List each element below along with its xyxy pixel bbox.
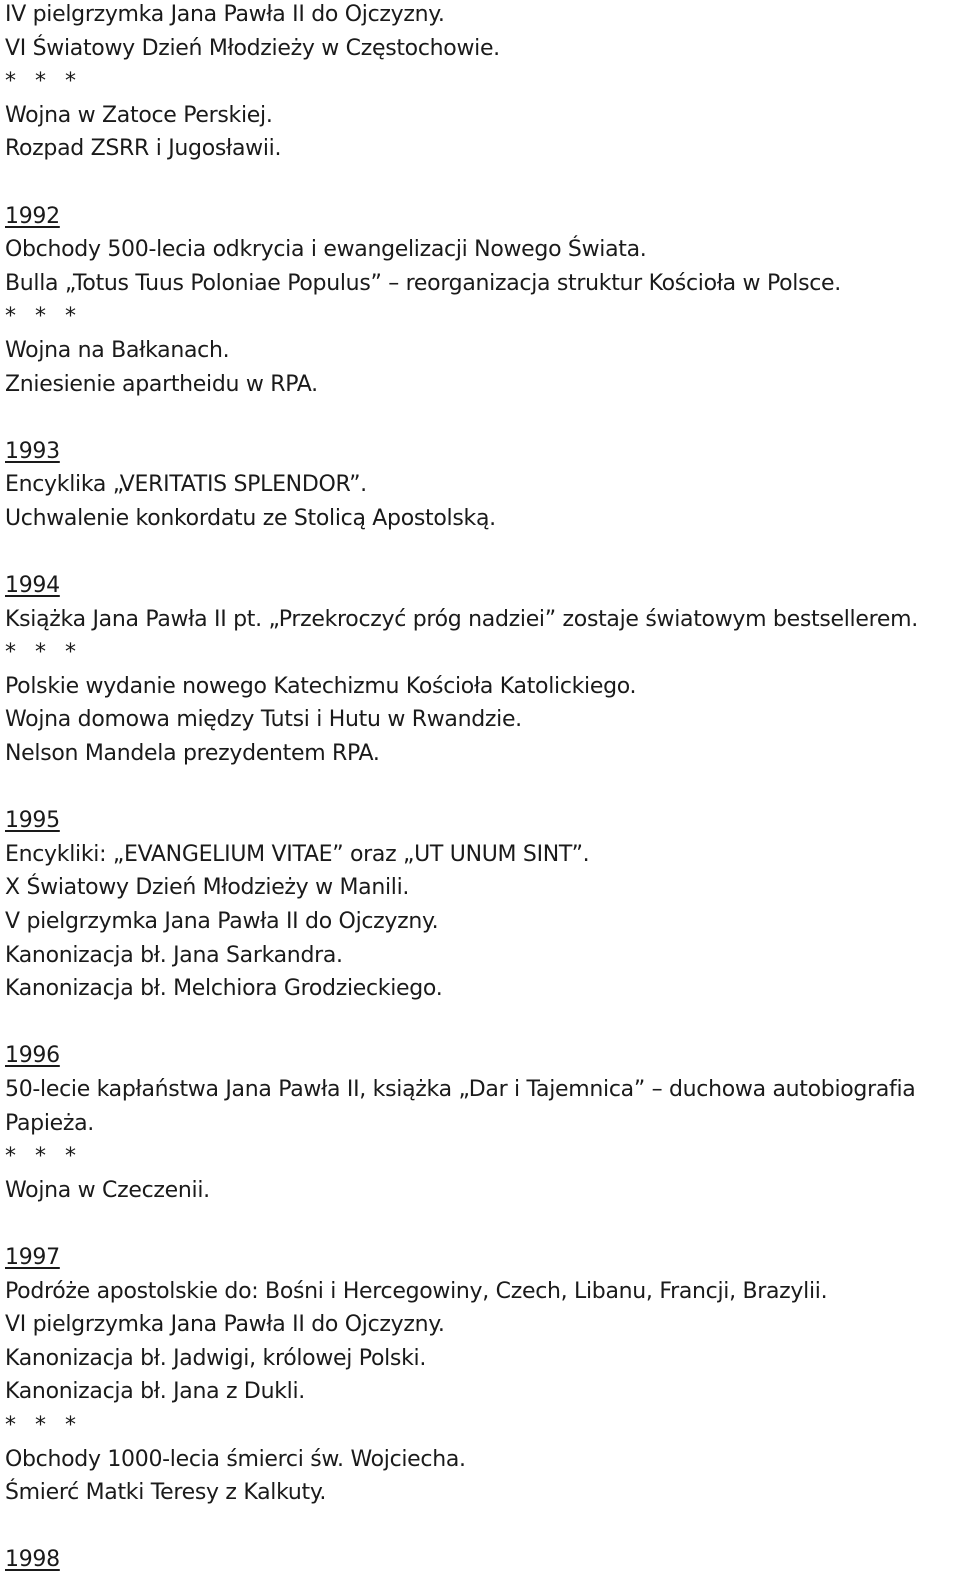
text-line: Wojna domowa między Tutsi i Hutu w Rwandzie. (5, 707, 522, 733)
blank-line (5, 1006, 955, 1040)
text-line: V pielgrzymka Jana Pawła II do Ojczyzny. (5, 909, 439, 935)
text-line: Rozpad ZSRR i Jugosławii. (5, 136, 282, 162)
text-line: Uchwalenie konkordatu ze Stolicą Apostolską. (5, 505, 496, 531)
text-line: Podróże apostolskie do: Bośni i Hercegowiny, Czech, Libanu, Francji, Brazylii. (5, 1278, 828, 1304)
text-line: Polskie wydanie nowego Katechizmu Kościoła Katolickiego. (5, 673, 637, 699)
text-line: Encykliki: „EVANGELIUM VITAE” oraz „UT UNUM SINT”. (5, 841, 590, 867)
year-heading: 1993 (5, 438, 60, 464)
year-heading: 1997 (5, 1244, 60, 1270)
text-line: Papieża. (5, 1110, 94, 1136)
text-line: Zniesienie apartheidu w RPA. (5, 371, 318, 397)
text-line: Kanonizacja bł. Jana z Dukli. (5, 1379, 305, 1405)
section-separator: * * * (5, 1412, 82, 1438)
document-body (5, 0, 955, 1577)
year-heading: 1992 (5, 203, 60, 229)
year-heading: 1998 (5, 1547, 60, 1573)
blank-line (5, 771, 955, 805)
text-line: Kanonizacja bł. Jadwigi, królowej Polski. (5, 1345, 427, 1371)
text-line: Obchody 500-lecia odkrycia i ewangelizacji Nowego Świata. (5, 237, 647, 263)
text-line: VI Światowy Dzień Młodzieży w Częstochowie. (5, 35, 500, 61)
text-line: Encyklika „VERITATIS SPLENDOR”. (5, 472, 367, 498)
year-heading: 1994 (5, 573, 60, 599)
blank-line (5, 401, 955, 435)
year-heading: 1995 (5, 808, 60, 834)
text-line: X Światowy Dzień Młodzieży w Manili. (5, 875, 410, 901)
text-line: Wojna w Zatoce Perskiej. (5, 102, 273, 128)
text-line: Śmierć Matki Teresy z Kalkuty. (5, 1480, 327, 1506)
text-line: Kanonizacja bł. Jana Sarkandra. (5, 942, 343, 968)
text-line: Obchody 1000-lecia śmierci św. Wojciecha. (5, 1446, 466, 1472)
blank-line (5, 166, 955, 200)
text-line: Bulla „Totus Tuus Poloniae Populus” – reorganizacja struktur Kościoła w Polsce. (5, 270, 841, 296)
blank-line (5, 1207, 955, 1241)
text-line: VI pielgrzymka Jana Pawła II do Ojczyzny. (5, 1312, 445, 1338)
section-separator: * * * (5, 69, 82, 95)
section-separator: * * * (5, 1144, 82, 1170)
text-line: Nelson Mandela prezydentem RPA. (5, 741, 380, 767)
text-line: Książka Jana Pawła II pt. „Przekroczyć próg nadziei” zostaje światowym bestsellerem. (5, 606, 918, 632)
text-line: Wojna w Czeczenii. (5, 1177, 210, 1203)
text-line: IV pielgrzymka Jana Pawła II do Ojczyzny. (5, 2, 445, 27)
year-heading: 1996 (5, 1043, 60, 1069)
text-line: 50-lecie kapłaństwa Jana Pawła II, książka „Dar i Tajemnica” – duchowa autobiografia (5, 1077, 916, 1102)
text-line: Kanonizacja bł. Melchiora Grodzieckiego. (5, 976, 443, 1002)
blank-line (5, 536, 955, 570)
text-line: Wojna na Bałkanach. (5, 337, 230, 363)
section-separator: * * * (5, 640, 82, 666)
blank-line (5, 1510, 955, 1544)
section-separator: * * * (5, 304, 82, 330)
